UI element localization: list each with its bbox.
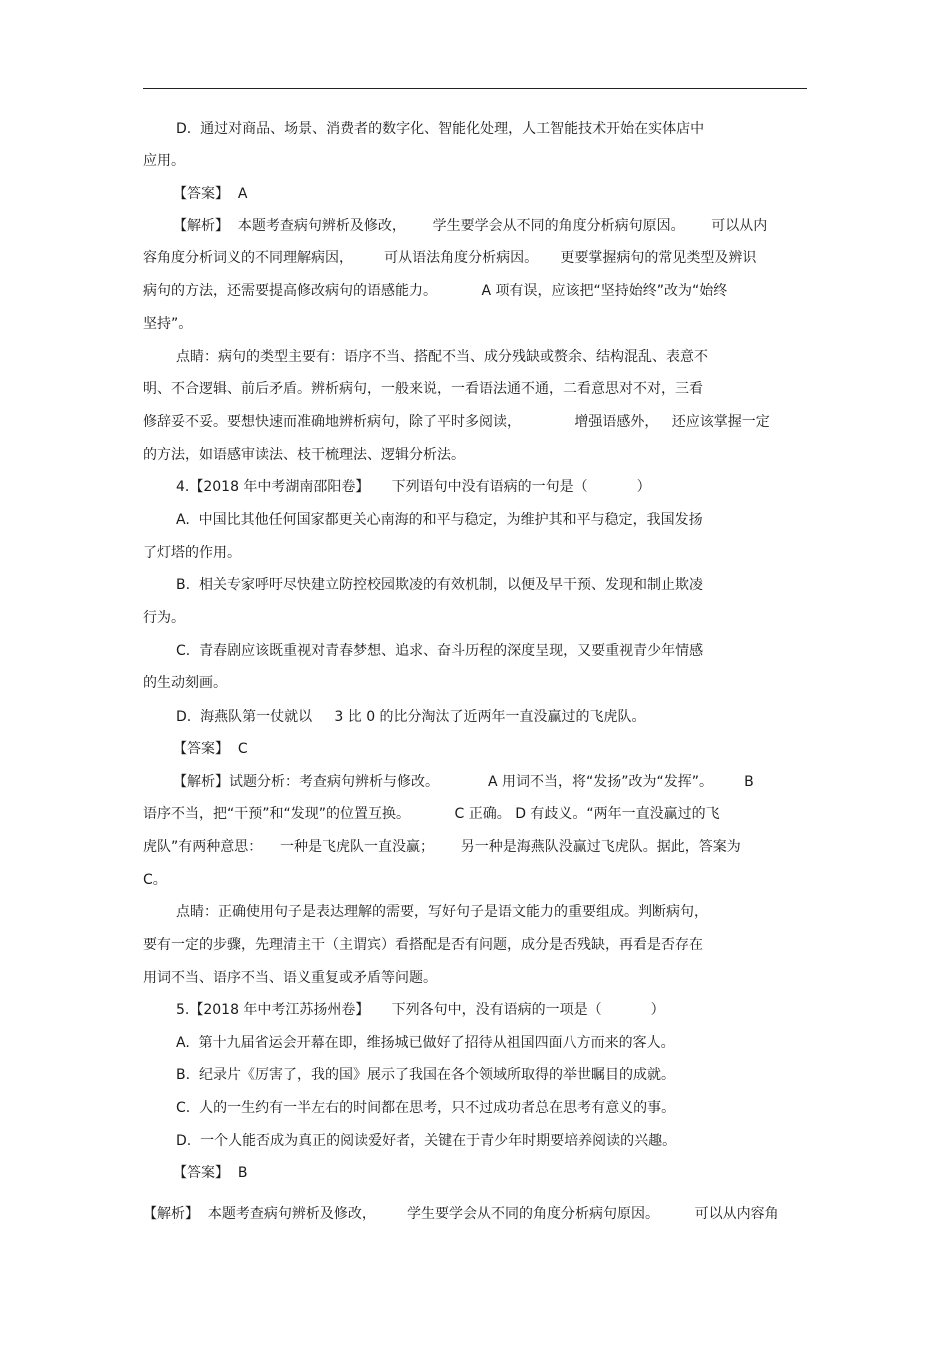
option-line: B. 相关专家呼吁尽快建立防控校园欺凌的有效机制，以便及早干预、发现和制止欺凌 xyxy=(176,577,703,593)
text-line: 了灯塔的作用。 xyxy=(143,545,241,561)
text-line: 的方法，如语感审读法、枝干梳理法、逻辑分析法。 xyxy=(143,447,465,463)
answer-line: 【答案】 A xyxy=(173,186,248,202)
text-line: 【解析】试题分析：考查病句辨析与修改。 A 用词不当，将“发扬”改为“发挥”。 B xyxy=(173,774,754,790)
option-line: D. 海燕队第一仗就以 3 比 0 的比分淘汰了近两年一直没赢过的飞虎队。 xyxy=(176,709,646,725)
text-line: 【解析】 本题考查病句辨析及修改， 学生要学会从不同的角度分析病句原因。 可以从内 xyxy=(173,218,768,234)
text-line: 应用。 xyxy=(143,153,185,169)
text-line: C。 xyxy=(143,872,167,888)
question-line: 4.【2018 年中考湖南邵阳卷】 下列语句中没有语病的一句是（ ） xyxy=(176,479,651,495)
header-rule xyxy=(143,88,807,89)
answer-line: 【答案】 C xyxy=(173,741,248,757)
text-line: 修辞妥不妥。要想快速而准确地辨析病句，除了平时多阅读， 增强语感外， 还应该掌握一定 xyxy=(143,414,770,430)
question-line: 5.【2018 年中考江苏扬州卷】 下列各句中，没有语病的一项是（ ） xyxy=(176,1002,665,1018)
option-line: D. 一个人能否成为真正的阅读爱好者，关键在于青少年时期要培养阅读的兴趣。 xyxy=(176,1133,677,1149)
text-line: 点睛：病句的类型主要有：语序不当、搭配不当、成分残缺或赘余、结构混乱、表意不 xyxy=(176,349,708,365)
text-line: 虎队”有两种意思： 一种是飞虎队一直没赢； 另一种是海燕队没赢过飞虎队。据此，答案为 xyxy=(143,839,741,855)
text-line: 语序不当，把“干预”和“发现”的位置互换。 C 正确。 D 有歧义。“两年一直没赢过的飞 xyxy=(143,806,720,822)
answer-line: 【答案】 B xyxy=(173,1165,248,1181)
text-line: 坚持”。 xyxy=(143,316,193,332)
text-line: 病句的方法，还需要提高修改病句的语感能力。 A 项有误，应该把“坚持始终”改为“始终 xyxy=(143,283,728,299)
text-line: 【解析】 本题考查病句辨析及修改， 学生要学会从不同的角度分析病句原因。 可以从内容角 xyxy=(143,1206,779,1222)
option-line: C. 青春剧应该既重视对青春梦想、追求、奋斗历程的深度呈现，又要重视青少年情感 xyxy=(176,643,704,659)
text-line: 用词不当、语序不当、语义重复或矛盾等问题。 xyxy=(143,970,437,986)
text-line: 明、不合逻辑、前后矛盾。辨析病句，一般来说，一看语法通不通，二看意思对不对，三看 xyxy=(143,381,703,397)
text-line: 行为。 xyxy=(143,610,185,626)
option-line: A. 第十九届省运会开幕在即，维扬城已做好了招待从祖国四面八方而来的客人。 xyxy=(176,1035,675,1051)
text-line: D. 通过对商品、场景、消费者的数字化、智能化处理，人工智能技术开始在实体店中 xyxy=(176,121,705,137)
option-line: A. 中国比其他任何国家都更关心南海的和平与稳定，为维护其和平与稳定，我国发扬 xyxy=(176,512,703,528)
text-line: 要有一定的步骤，先理清主干（主谓宾）看搭配是否有问题，成分是否残缺，再看是否存在 xyxy=(143,937,703,953)
text-line: 容角度分析词义的不同理解病因， 可从语法角度分析病因。 更要掌握病句的常见类型及辨识 xyxy=(143,250,757,266)
option-line: B. 纪录片《厉害了，我的国》展示了我国在各个领域所取得的举世瞩目的成就。 xyxy=(176,1067,675,1083)
text-line: 的生动刻画。 xyxy=(143,675,227,691)
option-line: C. 人的一生约有一半左右的时间都在思考，只不过成功者总在思考有意义的事。 xyxy=(176,1100,676,1116)
text-line: 点睛：正确使用句子是表达理解的需要，写好句子是语文能力的重要组成。判断病句， xyxy=(176,904,708,920)
